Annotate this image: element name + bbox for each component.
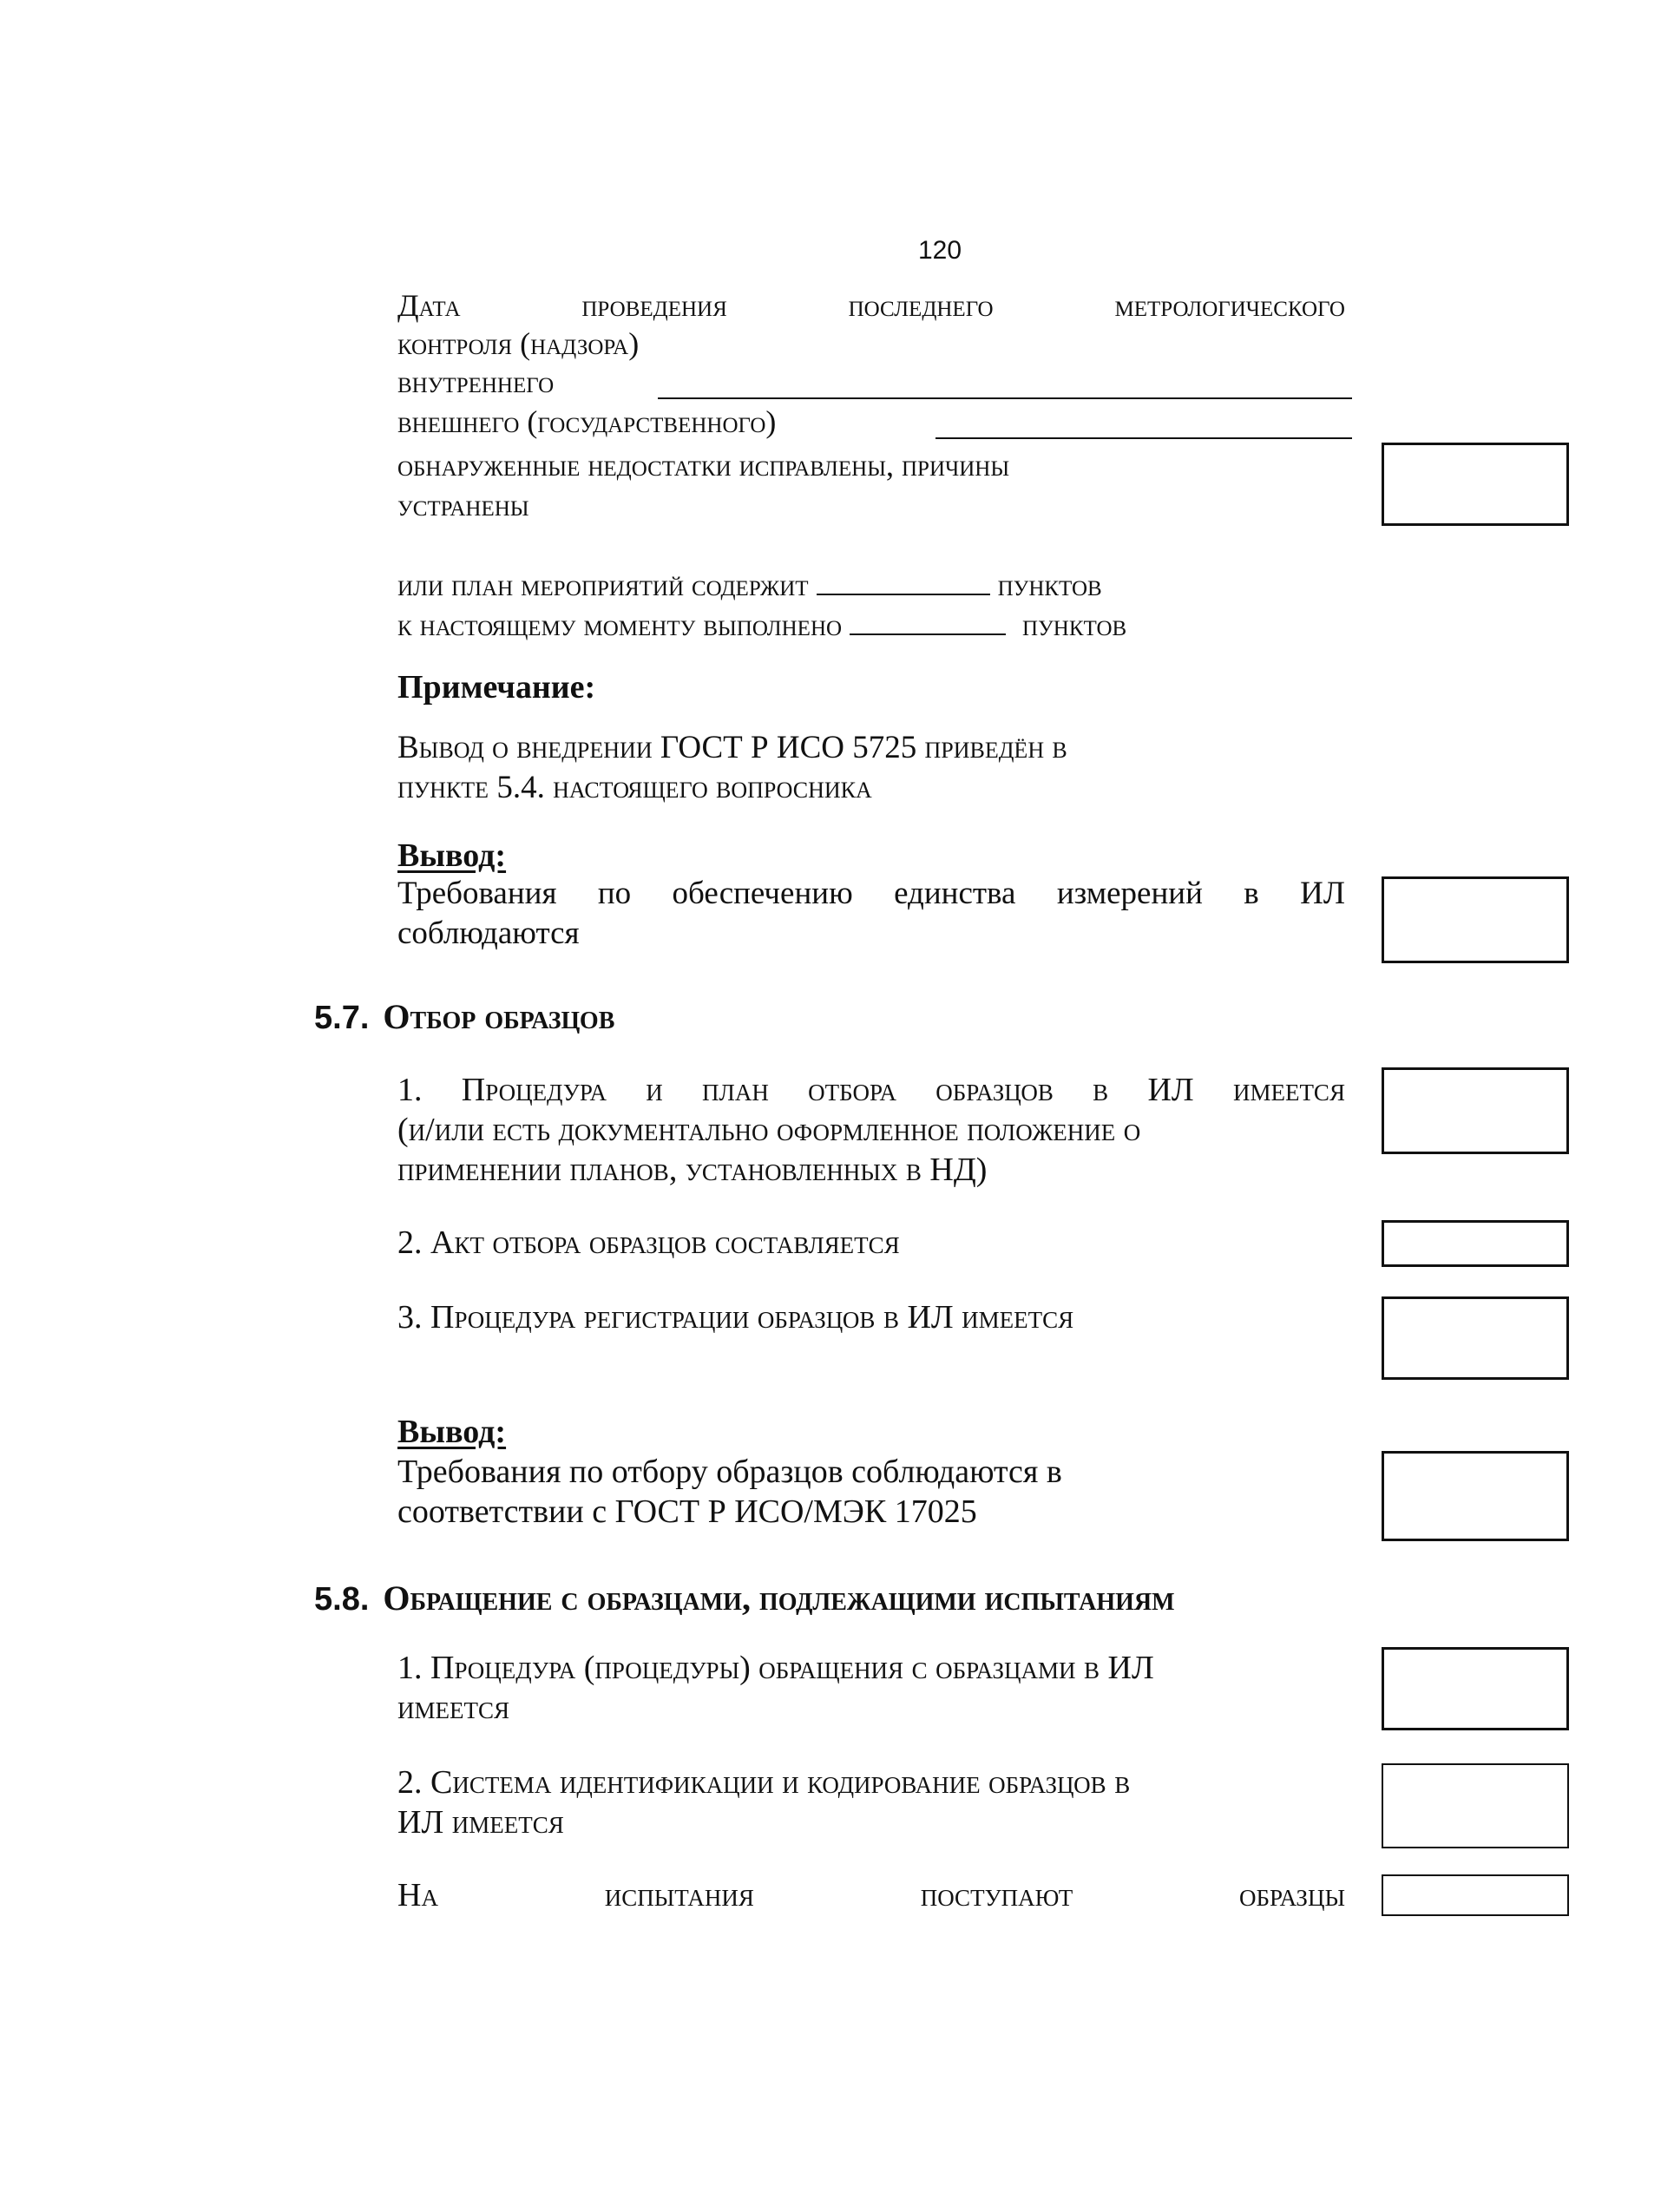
conclusion-checkbox[interactable] (1382, 876, 1569, 963)
sample-registration-checkbox[interactable] (1382, 1296, 1569, 1380)
conclusion-word: по (597, 876, 632, 911)
note-line1: Вывод о внедрении ГОСТ Р ИСО 5725 приведён в (397, 730, 1067, 765)
sampling-conclusion-line2: соответствии с ГОСТ Р ИСО/МЭК 17025 (397, 1493, 977, 1530)
sample-handling-checkbox[interactable] (1382, 1647, 1569, 1730)
action-plan-count-field[interactable] (817, 593, 990, 595)
sampling-word: Процедура (461, 1072, 607, 1108)
metrology-word: метрологического (1114, 288, 1345, 323)
conclusion-word: измерений (1056, 876, 1203, 911)
incoming-word: поступают (920, 1877, 1073, 1913)
sampling-procedure-line3: применении планов, установленных в НД) (397, 1152, 988, 1188)
completed-prefix: к настоящему моменту выполнено (397, 607, 843, 642)
sampling-conclusion-checkbox[interactable] (1382, 1451, 1569, 1541)
sampling-word: 1. (397, 1072, 423, 1108)
completed-line (397, 606, 1126, 644)
section-5-7-heading (314, 996, 614, 1037)
completed-count-field[interactable] (850, 633, 1006, 635)
sample-registration-item: 3. Процедура регистрации образцов в ИЛ имеется (397, 1299, 1074, 1336)
sampling-word: имеется (1232, 1072, 1345, 1108)
conclusion-line1 (397, 875, 1345, 913)
metrology-word: Дата (397, 288, 461, 323)
sampling-word: отбора (808, 1072, 897, 1108)
sample-identification-line1: 2. Система идентификации и кодирование образцов в (397, 1764, 1131, 1801)
metrology-date-line (397, 286, 1345, 325)
internal-control-label: внутреннего (397, 364, 555, 399)
note-label: Примечание: (397, 669, 596, 706)
page-number: 120 (918, 236, 962, 265)
sample-identification-checkbox[interactable] (1382, 1763, 1569, 1848)
note-line2: пункте 5.4. настоящего вопросника (397, 770, 872, 805)
section-number: 5.7. (314, 1000, 370, 1036)
external-control-field[interactable] (935, 437, 1352, 439)
sampling-word: план (702, 1072, 769, 1108)
sampling-act-checkbox[interactable] (1382, 1220, 1569, 1267)
action-plan-suffix: пунктов (997, 568, 1102, 602)
section-number: 5.8. (314, 1581, 370, 1618)
sample-identification-line2: ИЛ имеется (397, 1804, 564, 1841)
sampling-word: в (1093, 1072, 1109, 1108)
incoming-samples-checkbox[interactable] (1382, 1874, 1569, 1916)
sampling-word: ИЛ (1147, 1072, 1194, 1108)
internal-control-field[interactable] (658, 397, 1352, 399)
sampling-word: и (646, 1072, 663, 1108)
sampling-procedure-checkbox[interactable] (1382, 1067, 1569, 1154)
sampling-conclusion-line1: Требования по отбору образцов соблюдаются в (397, 1454, 1062, 1490)
section-5-8-heading (314, 1578, 1175, 1618)
completed-suffix: пунктов (1022, 607, 1127, 642)
deficiencies-fixed-line1: обнаруженные недостатки исправлены, причины (397, 448, 1010, 482)
section-title: Обращение с образцами, подлежащими испытаниям (383, 1579, 1175, 1618)
conclusion-word: Требования (397, 876, 557, 911)
conclusion-word: единства (894, 876, 1016, 911)
conclusion-line2: соблюдаются (397, 916, 580, 951)
deficiencies-fixed-checkbox[interactable] (1382, 443, 1569, 526)
deficiencies-fixed-line2: устранены (397, 488, 529, 522)
sample-handling-line2: имеется (397, 1690, 510, 1726)
metrology-word: последнего (848, 288, 994, 323)
metrology-control-line: контроля (надзора) (397, 326, 640, 361)
sampling-act-item: 2. Акт отбора образцов составляется (397, 1224, 900, 1261)
incoming-word: На (397, 1877, 438, 1913)
sampling-procedure-line1 (397, 1071, 1345, 1109)
section-title: Отбор образцов (383, 997, 615, 1036)
action-plan-prefix: или план мероприятий содержит (397, 568, 809, 602)
sampling-procedure-line2: (и/или есть документально оформленное положение о (397, 1112, 1141, 1148)
conclusion-word: ИЛ (1300, 876, 1345, 911)
metrology-word: проведения (581, 288, 727, 323)
sampling-word: образцов (935, 1072, 1054, 1108)
conclusion-word: обеспечению (672, 876, 853, 911)
incoming-word: образцы (1239, 1877, 1345, 1913)
conclusion-word: в (1244, 876, 1259, 911)
external-control-label: внешнего (государственного) (397, 404, 777, 439)
sample-handling-line1: 1. Процедура (процедуры) обращения с образцами в ИЛ (397, 1650, 1154, 1686)
incoming-samples-line (397, 1876, 1345, 1914)
sampling-conclusion-label: Вывод: (397, 1414, 507, 1450)
action-plan-line (397, 566, 1102, 604)
incoming-word: испытания (604, 1877, 754, 1913)
conclusion-label: Вывод: (397, 837, 507, 874)
